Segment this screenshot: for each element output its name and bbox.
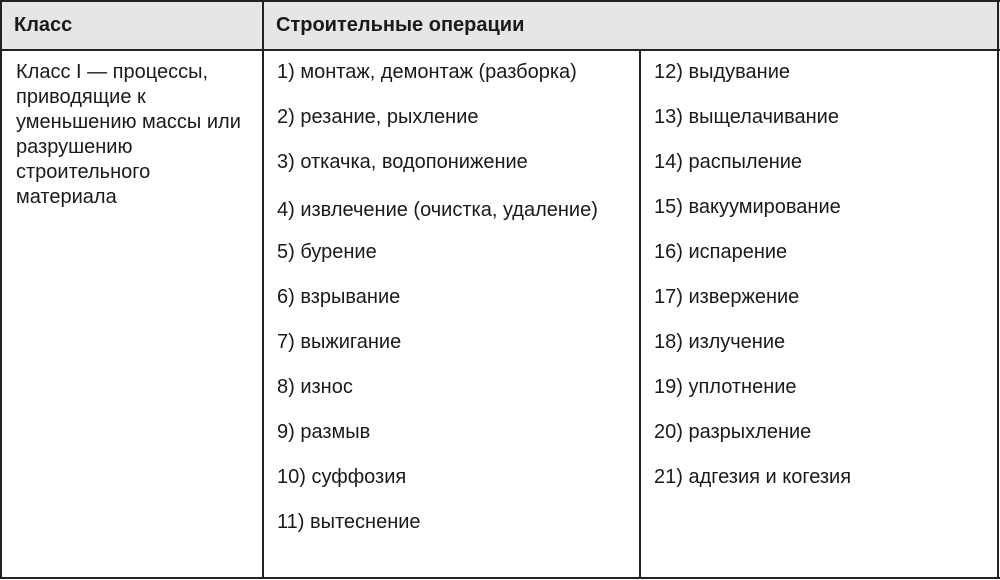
list-item: 16) испарение xyxy=(654,241,788,263)
list-item: 18) излучение xyxy=(654,331,786,353)
border-right xyxy=(997,0,999,579)
list-item: 2) резание, рыхление xyxy=(277,106,479,128)
list-item: 10) суффозия xyxy=(277,466,407,488)
list-item: 5) бурение xyxy=(277,241,377,263)
operations-list-right xyxy=(654,60,994,510)
list-item: 1) монтаж, демонтаж (разборка) xyxy=(277,61,577,83)
table-header xyxy=(0,0,1000,49)
header-operations: Строительные операции xyxy=(276,14,525,36)
list-item: 4) извлечение (очистка, удаление) xyxy=(277,199,598,221)
list-item: 15) вакуумирование xyxy=(654,196,841,218)
list-item: 12) выдувание xyxy=(654,61,790,83)
list-item: 9) размыв xyxy=(277,421,371,443)
list-item: 14) распыление xyxy=(654,151,803,173)
list-item: 8) износ xyxy=(277,376,353,398)
border-column-1 xyxy=(262,0,264,579)
border-left xyxy=(0,0,2,579)
operations-list-left xyxy=(277,60,637,555)
list-item: 19) уплотнение xyxy=(654,376,797,398)
header-class: Класс xyxy=(14,14,73,36)
list-item: 3) откачка, водопонижение xyxy=(277,151,528,173)
border-column-2 xyxy=(639,50,641,579)
list-item: 17) извержение xyxy=(654,286,800,308)
list-item: 6) взрывание xyxy=(277,286,401,308)
border-header-bottom xyxy=(0,49,1000,51)
class-description: Класс I — процессы, приводящие к уменьшению массы или разрушению строительного материала xyxy=(16,61,241,208)
list-item: 11) вытеснение xyxy=(277,511,421,533)
list-item: 21) адгезия и когезия xyxy=(654,466,852,488)
list-item: 13) выщелачивание xyxy=(654,106,839,128)
border-top xyxy=(0,0,1000,2)
list-item: 7) выжигание xyxy=(277,331,402,353)
border-bottom xyxy=(0,577,1000,579)
list-item: 20) разрыхление xyxy=(654,421,812,443)
